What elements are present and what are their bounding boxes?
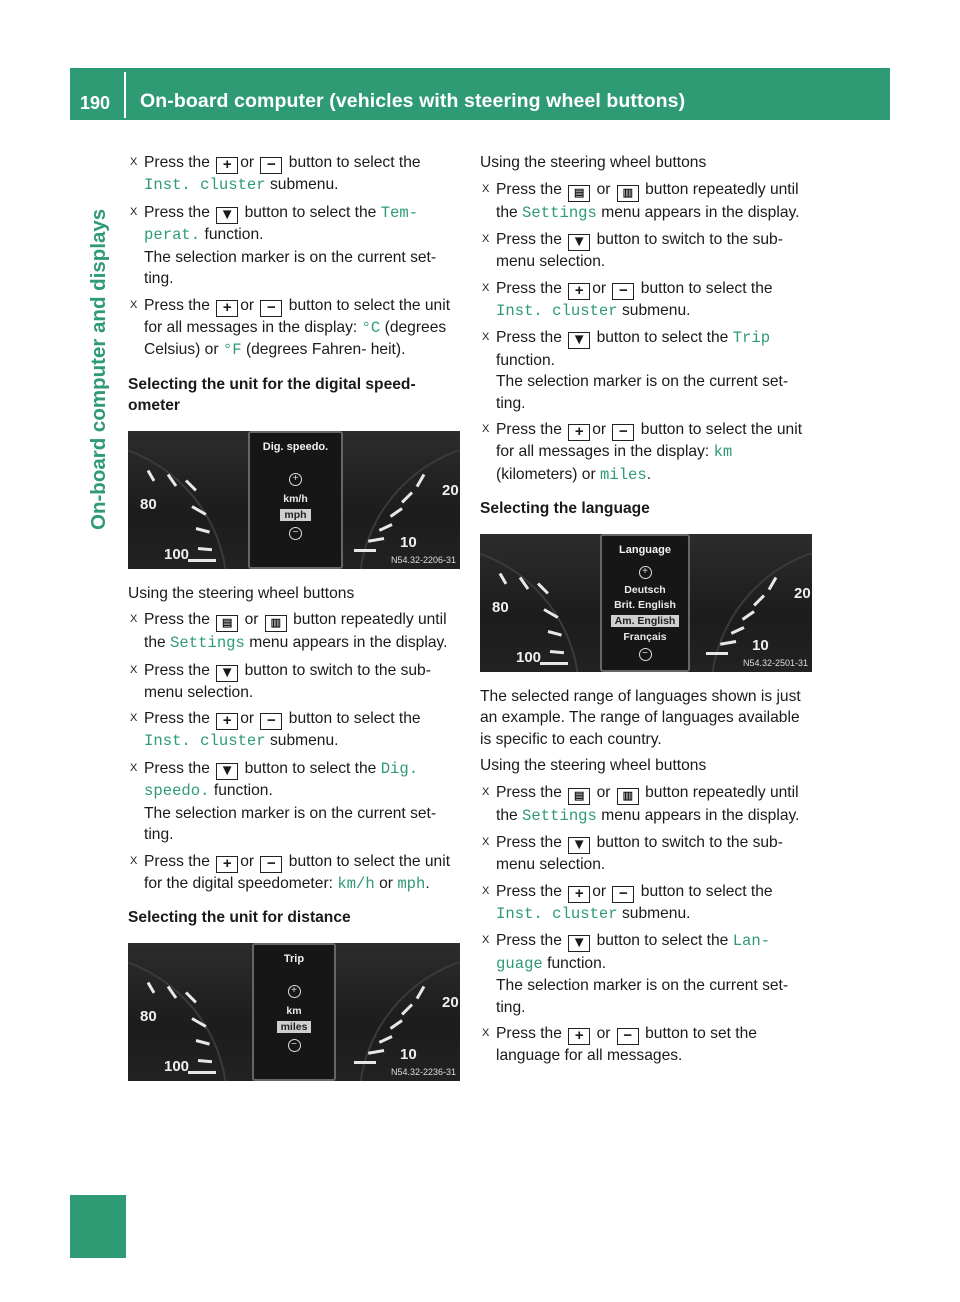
step-text: Press the (496, 329, 562, 346)
step-arrow-icon: X (482, 785, 490, 798)
side-tab-label: On-board computer and displays (87, 208, 110, 530)
display-code: Tem‐ (380, 203, 419, 222)
gauge-tick (354, 549, 376, 552)
step-note: The selection marker is on the current set- ting. (496, 373, 789, 412)
menu-back-button-icon: ▤ (216, 615, 238, 632)
step-text: (degrees Fahren- heit). (245, 341, 406, 358)
gauge-number: 80 (492, 598, 509, 616)
step-text: menu appears in the display. (601, 203, 800, 221)
step-text: Press the (496, 834, 562, 851)
cluster-image-language (480, 534, 812, 672)
gauge-tick (540, 662, 568, 665)
step-arrow-icon: X (482, 281, 490, 294)
side-tab-marker (70, 1195, 126, 1258)
step-text: button to select the (288, 710, 421, 727)
image-reference: N54.32-2206-31 (390, 554, 456, 565)
step-text: or (592, 882, 607, 900)
display-code: perat. (144, 226, 201, 244)
step-text: Press the (144, 661, 210, 679)
step-arrow-icon: X (130, 854, 138, 867)
step-text: submenu. (270, 176, 339, 193)
step (128, 202, 460, 290)
menu-forward-button-icon: ▥ (265, 615, 287, 632)
paragraph: Using the steering wheel buttons (480, 154, 707, 171)
step-arrow-icon: X (482, 934, 490, 946)
step (128, 295, 460, 362)
plus-button-icon: + (568, 1028, 590, 1045)
display-code: Trip (732, 329, 771, 347)
plus-button-icon: + (568, 424, 590, 441)
plus-button-icon: + (216, 157, 238, 174)
step-text: or (240, 154, 255, 171)
paragraph: Using the steering wheel buttons (480, 757, 707, 774)
cluster-display (252, 943, 336, 1081)
step-text: submenu. (622, 301, 691, 319)
step-text: button repeatedly until the (496, 180, 799, 221)
step-text: button to select the (288, 154, 421, 171)
display-code: Settings (170, 634, 245, 652)
image-reference: N54.32-2501-31 (742, 657, 808, 668)
menu-back-button-icon: ▤ (568, 788, 590, 805)
plus-button-icon: + (216, 713, 238, 730)
gauge-number: 10 (400, 1045, 417, 1063)
menu-forward-button-icon: ▥ (617, 185, 639, 202)
gauge-tick (188, 1071, 216, 1074)
section-heading: Selecting the unit for distance (128, 909, 351, 926)
step-text: or (240, 710, 255, 727)
plus-button-icon: + (216, 300, 238, 317)
step-text: menu appears in the display. (249, 634, 448, 651)
step-arrow-icon: X (130, 663, 138, 676)
down-indicator-icon: − (639, 648, 652, 661)
gauge-number: 100 (516, 648, 542, 666)
step-arrow-icon: X (482, 423, 490, 435)
step-text: button to select the unit for all messages in the display: (144, 296, 451, 336)
display-code: mph (397, 874, 426, 893)
image-reference: N54.32-2236-31 (390, 1066, 456, 1077)
display-option: Brit. English (614, 598, 676, 611)
step (480, 327, 814, 414)
page-title: On-board computer (vehicles with steering wheel buttons) (140, 90, 686, 112)
display-code: Lan‐ (732, 932, 771, 950)
step-text: . (425, 874, 430, 892)
display-option: Deutsch (624, 583, 666, 596)
up-indicator-icon: + (639, 566, 652, 579)
step-arrow-icon: X (482, 884, 490, 897)
gauge-number: 100 (164, 545, 190, 563)
step (128, 152, 460, 197)
gauge-number: 80 (140, 495, 157, 513)
section-heading: Selecting the language (480, 500, 650, 517)
step-text: Press the (144, 203, 210, 221)
display-option-selected: Am. English (602, 615, 688, 628)
step-arrow-icon: X (482, 1027, 490, 1039)
gauge-number: 20 (794, 584, 811, 602)
step-text: button repeatedly until the (144, 611, 447, 651)
step (480, 229, 814, 273)
display-title: Dig. speedo. (262, 440, 329, 453)
gauge-number: 20 (442, 993, 459, 1011)
down-button-icon: ▼ (568, 837, 590, 854)
step-text: or (596, 1025, 611, 1042)
step-note: The selection marker is on the current set- ting. (144, 804, 437, 843)
step-arrow-icon: X (482, 331, 490, 343)
display-code: guage (496, 954, 543, 973)
step-text: button to select the (640, 279, 773, 297)
step-arrow-icon: X (482, 182, 490, 195)
step-arrow-icon: X (130, 156, 138, 168)
minus-button-icon: − (617, 1028, 639, 1045)
step-arrow-icon: X (130, 613, 138, 625)
minus-button-icon: − (260, 856, 282, 873)
step-text: menu appears in the display. (601, 806, 800, 824)
step-text: button to select the (596, 932, 729, 949)
step-text: Press the (144, 759, 210, 777)
step-text: Press the (496, 279, 562, 297)
down-indicator-icon: − (288, 1039, 301, 1052)
step-text: submenu. (622, 904, 691, 922)
step-text: Press the (496, 932, 562, 949)
up-indicator-icon: + (289, 473, 302, 486)
step-text: Press the (496, 882, 562, 900)
step-text: Press the (144, 710, 210, 727)
step-text: or (240, 852, 255, 870)
step (480, 179, 814, 225)
step-text: or (240, 296, 255, 314)
step-text: button to switch to the sub- menu selection. (496, 231, 783, 270)
step-text: Press the (144, 611, 210, 628)
step-text: . (646, 465, 652, 483)
step-text: function. (547, 954, 607, 972)
display-code: Settings (522, 806, 597, 825)
gauge-number: 10 (400, 533, 417, 551)
display-option: km (286, 1004, 302, 1017)
step-arrow-icon: X (130, 761, 138, 774)
cluster-display (248, 431, 343, 569)
step-arrow-icon: X (130, 205, 138, 218)
step-text: button to switch to the sub- menu selection. (144, 661, 431, 701)
step-text: button to select the unit for the digital speedometer: (144, 852, 451, 892)
step-text: Press the (144, 852, 210, 870)
step-arrow-icon: X (482, 836, 490, 848)
gauge-number: 20 (442, 481, 459, 499)
display-code: °C (361, 318, 381, 337)
step (128, 660, 460, 704)
step-text: or (592, 421, 607, 438)
plus-button-icon: + (568, 886, 590, 903)
gauge-number: 10 (752, 636, 769, 654)
display-code: Inst. cluster (496, 904, 618, 923)
minus-button-icon: − (260, 157, 282, 174)
gauge-tick (354, 1061, 376, 1064)
display-code: Inst. cluster (144, 732, 266, 750)
step-arrow-icon: X (130, 712, 138, 724)
display-code: km (713, 443, 733, 461)
gauge-tick (198, 1059, 212, 1063)
step-text: or (596, 180, 611, 198)
cluster-image-trip (128, 943, 460, 1081)
step-text: Press the (496, 180, 562, 198)
step-note: The selection marker is on the current set- ting. (144, 248, 437, 287)
step (128, 758, 460, 846)
plus-button-icon: + (216, 856, 238, 873)
minus-button-icon: − (612, 283, 634, 300)
gauge-tick (706, 652, 728, 655)
minus-button-icon: − (260, 300, 282, 317)
step (480, 832, 814, 876)
step-text: or (379, 874, 393, 892)
step (480, 419, 814, 486)
display-option: km/h (283, 492, 308, 505)
step-text: button to select the (244, 203, 377, 221)
step (480, 1023, 814, 1067)
header-divider (124, 72, 126, 118)
menu-forward-button-icon: ▥ (617, 788, 639, 805)
side-tab-label-wrap (86, 170, 112, 530)
right-column (480, 152, 814, 1072)
step-text: Press the (144, 296, 210, 314)
display-code: miles (599, 465, 647, 484)
gauge-number: 80 (140, 1007, 157, 1025)
display-code: °F (222, 341, 242, 359)
section-heading: Selecting the unit for the digital speed- ometer (128, 375, 416, 414)
step-text: function. (496, 351, 555, 369)
minus-button-icon: − (612, 886, 634, 903)
minus-button-icon: − (612, 424, 634, 441)
step-text: or (244, 611, 259, 628)
step-text: (kilometers) or (496, 465, 596, 483)
down-button-icon: ▼ (216, 207, 238, 224)
step (480, 782, 814, 828)
step-text: function. (213, 782, 273, 799)
display-code: Inst. cluster (144, 176, 266, 194)
display-code: km/h (337, 874, 375, 893)
display-code: Dig. (380, 759, 419, 778)
plus-button-icon: + (568, 283, 590, 300)
step-text: Press the (496, 1025, 562, 1042)
paragraph: Using the steering wheel buttons (128, 584, 355, 602)
step-text: button repeatedly until the (496, 783, 799, 824)
paragraph: The selected range of languages shown is just an example. The range of languages available is specific to each country. (480, 687, 801, 748)
display-option: Français (623, 630, 667, 643)
step-text: Press the (144, 154, 210, 171)
step (128, 708, 460, 753)
menu-back-button-icon: ▤ (568, 185, 590, 202)
step-text: submenu. (270, 732, 339, 749)
display-title: Trip (283, 952, 305, 965)
gauge-number: 100 (164, 1057, 190, 1075)
step-text: or (592, 279, 607, 297)
step (480, 881, 814, 926)
step-text: button to switch to the sub- menu selection. (496, 834, 783, 873)
down-button-icon: ▼ (216, 763, 238, 780)
step-text: button to select the (244, 759, 377, 777)
step-note: The selection marker is on the current set- ting. (496, 977, 789, 1016)
display-code: Inst. cluster (496, 301, 618, 320)
page-number: 190 (80, 93, 111, 113)
cluster-display (600, 534, 690, 672)
step-text: Press the (496, 231, 562, 248)
step-text: Press the (496, 421, 562, 438)
down-button-icon: ▼ (216, 665, 238, 682)
step-text: function. (204, 226, 264, 243)
step (480, 278, 814, 323)
display-option-selected: mph (250, 509, 341, 522)
gauge-tick (188, 559, 216, 562)
step-text: (degrees Celsius) or (144, 318, 447, 358)
step-text: Press the (496, 783, 562, 801)
down-button-icon: ▼ (568, 234, 590, 251)
minus-button-icon: − (260, 713, 282, 730)
step-text: or (596, 783, 611, 801)
step (128, 609, 460, 655)
cluster-image-dig-speedo (128, 431, 460, 569)
step (480, 930, 814, 1018)
up-indicator-icon: + (288, 985, 301, 998)
step-text: button to set the language for all messages. (496, 1025, 757, 1064)
step (128, 851, 460, 896)
display-option-selected: miles (254, 1021, 334, 1034)
left-column (128, 152, 460, 1095)
step-text: button to select the unit for all messages in the display: (496, 421, 803, 460)
step-text: button to select the (640, 882, 773, 900)
display-code: speedo. (144, 782, 210, 800)
step-arrow-icon: X (130, 298, 138, 311)
gauge-tick (550, 650, 564, 654)
display-code: Settings (522, 203, 597, 222)
down-button-icon: ▼ (568, 935, 590, 952)
down-indicator-icon: − (289, 527, 302, 540)
step-text: button to select the (596, 329, 729, 346)
down-button-icon: ▼ (568, 332, 590, 349)
step-arrow-icon: X (482, 233, 490, 245)
display-title: Language (619, 543, 671, 556)
gauge-tick (198, 547, 212, 551)
